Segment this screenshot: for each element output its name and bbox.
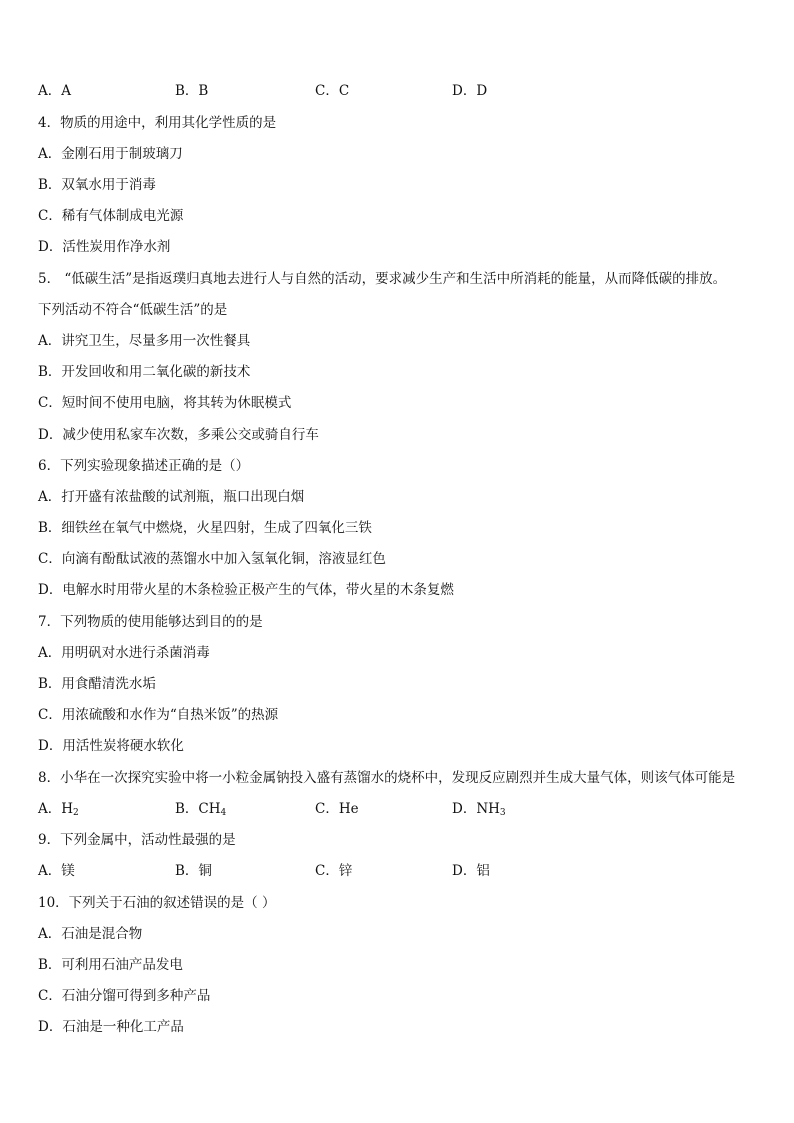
q4-option-b[interactable]: B．双氧水用于消毒 [38, 177, 156, 193]
q4-stem: 4．物质的用途中，利用其化学性质的是 [38, 115, 277, 131]
q5-stem-line2: 下列活动不符合“低碳生活”的是 [38, 302, 228, 318]
q9-stem: 9．下列金属中，活动性最强的是 [38, 832, 236, 848]
q8-option-d[interactable] [452, 801, 506, 817]
q8-option-a[interactable] [38, 801, 79, 817]
q8-option-c[interactable] [315, 801, 359, 817]
q9-option-b[interactable]: B．铜 [175, 863, 212, 879]
q4-option-c[interactable]: C．稀有气体制成电光源 [38, 208, 184, 224]
q3-option-d[interactable]: D．D [452, 83, 488, 99]
q8-option-d-subscript: 3 [499, 808, 506, 818]
q9-option-d[interactable]: D．铝 [452, 863, 490, 879]
q6-option-a[interactable]: A．打开盛有浓盐酸的试剂瓶，瓶口出现白烟 [38, 489, 305, 505]
q10-option-b[interactable]: B．可利用石油产品发电 [38, 957, 183, 973]
q7-option-b[interactable]: B．用食醋清洗水垢 [38, 676, 156, 692]
q8-option-a-text: A．H [38, 801, 74, 817]
q8-stem: 8．小华在一次探究实验中将一小粒金属钠投入盛有蒸馏水的烧杯中，发现反应剧烈并生成大量气体，则该气体可能是 [38, 770, 736, 786]
q3-option-a[interactable]: A．A [38, 83, 71, 99]
q7-option-d[interactable]: D．用活性炭将硬水软化 [38, 738, 184, 754]
q8-option-b-text: B．CH [175, 801, 221, 817]
q10-stem: 10．下列关于石油的叙述错误的是（ ） [38, 895, 276, 911]
q10-option-a[interactable]: A．石油是混合物 [38, 926, 143, 942]
q3-option-c[interactable]: C．C [315, 83, 350, 99]
q7-option-a[interactable]: A．用明矾对水进行杀菌消毒 [38, 645, 210, 661]
q8-option-a-subscript: 2 [73, 808, 79, 818]
q5-option-c[interactable]: C．短时间不使用电脑，将其转为休眠模式 [38, 395, 292, 411]
q10-option-d[interactable]: D．石油是一种化工产品 [38, 1019, 184, 1035]
q7-option-c[interactable]: C．用浓硫酸和水作为“自热米饭”的热源 [38, 707, 279, 723]
q6-stem: 6．下列实验现象描述正确的是（） [38, 458, 250, 474]
q9-option-c[interactable]: C．锌 [315, 863, 353, 879]
q8-option-d-text: D．NH [452, 801, 500, 817]
q6-option-c[interactable]: C．向滴有酚酞试液的蒸馏水中加入氢氧化铜，溶液显红色 [38, 551, 386, 567]
q5-option-a[interactable]: A．讲究卫生，尽量多用一次性餐具 [38, 333, 251, 349]
q5-option-d[interactable]: D．减少使用私家车次数，多乘公交或骑自行车 [38, 427, 319, 443]
q5-stem-line1: 5． “低碳生活”是指返璞归真地去进行人与自然的活动，要求减少生产和生活中所消耗的能量，从而降低碳的排放。 [38, 271, 727, 287]
q4-option-a[interactable]: A．金刚石用于制玻璃刀 [38, 146, 183, 162]
q9-option-a[interactable]: A．镁 [38, 863, 75, 879]
q6-option-d[interactable]: D．电解水时用带火星的木条检验正极产生的气体，带火星的木条复燃 [38, 582, 454, 598]
q5-option-b[interactable]: B．开发回收和用二氧化碳的新技术 [38, 364, 251, 380]
q3-option-b[interactable]: B．B [175, 83, 209, 99]
q6-option-b[interactable]: B．细铁丝在氧气中燃烧，火星四射，生成了四氧化三铁 [38, 520, 372, 536]
q8-option-c-text: C．He [315, 801, 359, 817]
q7-stem: 7．下列物质的使用能够达到目的的是 [38, 614, 263, 630]
q8-option-b-subscript: 4 [220, 808, 227, 818]
q8-option-b[interactable] [175, 801, 226, 817]
q4-option-d[interactable]: D．活性炭用作净水剂 [38, 239, 171, 255]
q10-option-c[interactable]: C．石油分馏可得到多种产品 [38, 988, 211, 1004]
